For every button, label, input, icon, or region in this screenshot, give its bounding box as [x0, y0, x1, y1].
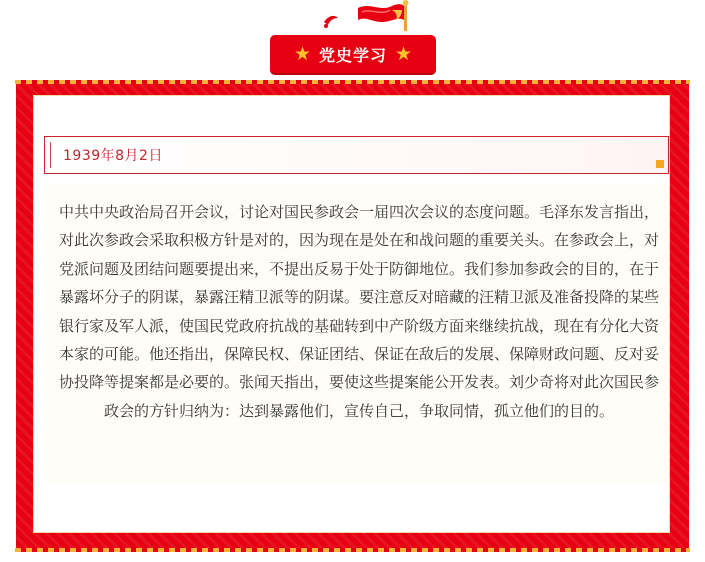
date-bar	[44, 136, 669, 174]
corner-square-icon	[656, 160, 664, 168]
star-icon: ★	[395, 42, 413, 65]
date-accent-line	[50, 142, 51, 168]
article-body	[44, 184, 669, 484]
page-title: 党史学习	[318, 45, 387, 65]
star-icon: ★	[293, 42, 311, 65]
entry-date: 1939年8月2日	[63, 148, 163, 164]
red-flag-icon	[318, 0, 423, 32]
title-badge	[270, 35, 436, 73]
body-paragraph: 中共中央政治局召开会议，讨论对国民参政会一届四次会议的态度问题。毛泽东发言指出，对此次参政会采取积极方针是对的，因为现在是处在和战问题的重要关头。在参政会上，对党派问题及团结问题要提出来，不提出反易于处于防御地位。我们参加参政会的目的，在于暴露坏分子的阴谋，暴露汪精卫派等的阴谋。要注意反对暗藏的汪精卫派及准备投降的某些银行家及军人派，使国民党政府抗战的基础转到中产阶级方面来继续抗战，现在有分化大资本家的可能。他还指出，保障民权、保证团结、保证在敌后的发展、保障财政问题、反对妥协投降等提案都是必要的。张闻天指出，要使这些提案能公开发表。刘少奇将对此次国民参政会的方针归纳为：达到暴露他们，宣传自己，争取同情，孤立他们的目的。	[59, 203, 660, 420]
